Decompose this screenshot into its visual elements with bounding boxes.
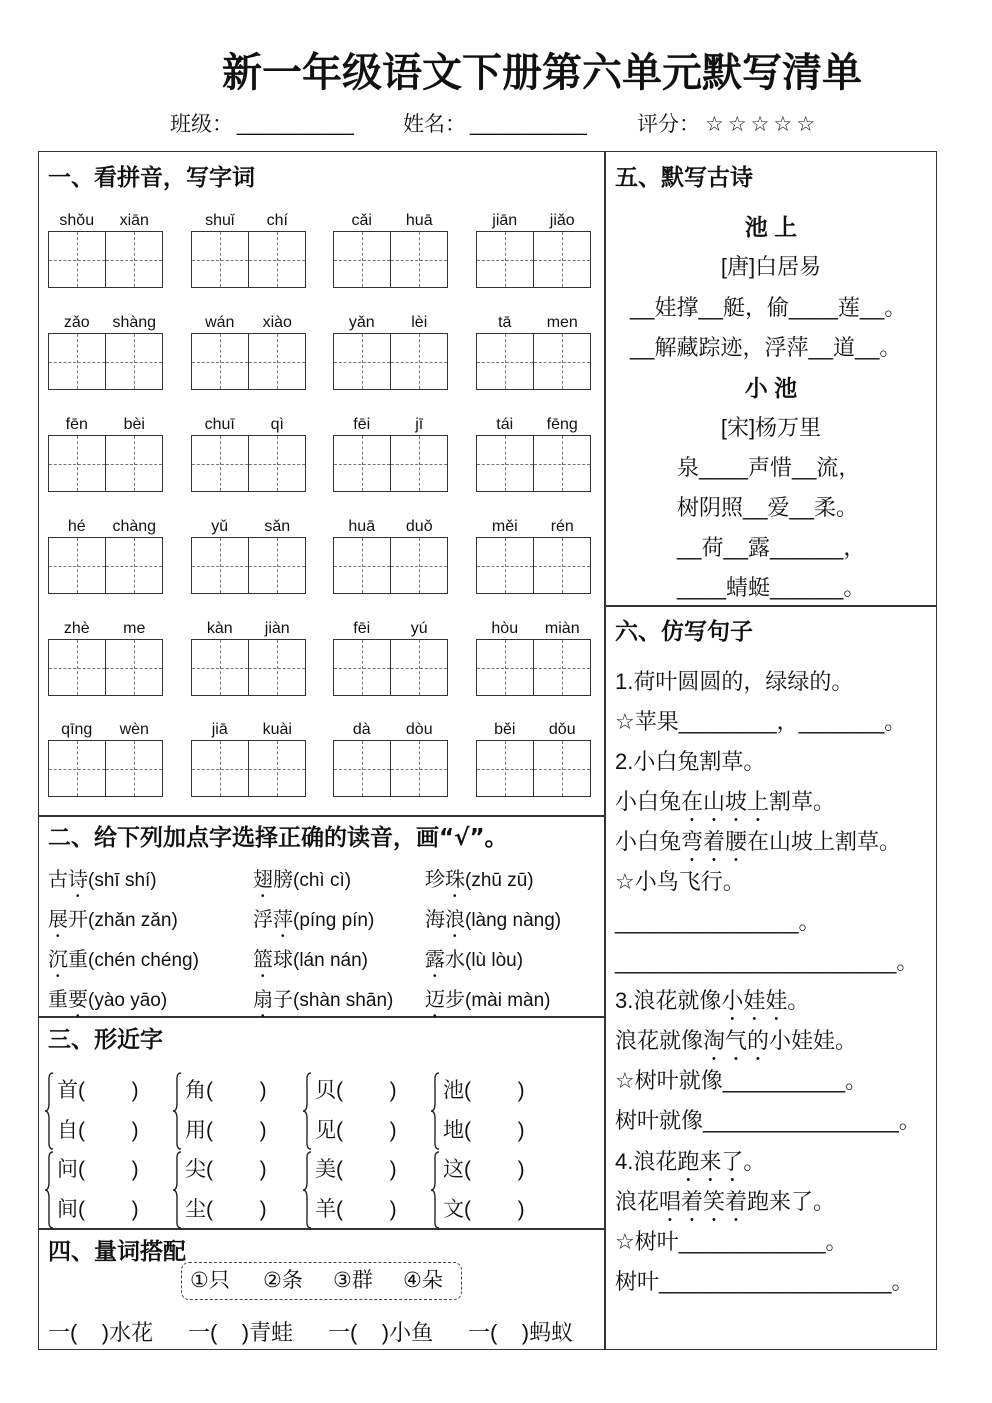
pinyin-options: (làng nàng) <box>465 910 562 931</box>
sentence-line <box>615 1267 913 1297</box>
writing-grid <box>48 333 163 390</box>
writing-grid <box>191 231 306 288</box>
section-title: 六、仿写句子 <box>615 619 753 645</box>
class-blank: __________ <box>237 113 354 136</box>
sentence-text: _______________。 <box>615 909 821 934</box>
poem-line: __荷__露______， <box>677 535 866 560</box>
reading-item <box>425 945 523 982</box>
similar-character-group <box>430 1150 560 1230</box>
pinyin-label: me <box>123 620 146 637</box>
dotted-phrase: 唱着笑着 <box>659 1189 748 1214</box>
writing-cell <box>49 232 105 287</box>
word-text: 开 <box>68 909 88 931</box>
section-title: 三、形近字 <box>48 1027 163 1053</box>
measure-word-options <box>181 1262 462 1300</box>
pinyin-label: chàng <box>112 518 157 535</box>
dotted-phrase: 在山坡上 <box>681 789 770 814</box>
reading-item <box>253 905 374 942</box>
writing-grid <box>476 435 591 492</box>
pinyin-label: fēi <box>353 620 371 637</box>
sentence-text: 浪花就像 <box>615 1028 704 1053</box>
word-text: 珍 <box>425 869 445 891</box>
similar-character-group <box>430 1071 560 1151</box>
writing-cell <box>390 232 447 287</box>
writing-grid <box>476 231 591 288</box>
sentence-line <box>615 1147 765 1186</box>
similar-character-group <box>44 1071 174 1151</box>
brace-icon <box>172 1150 183 1230</box>
pinyin-label: zhè <box>63 620 90 637</box>
brace-icon <box>172 1071 183 1151</box>
measure-option: ③群 <box>333 1269 373 1292</box>
pinyin-label: kuài <box>262 721 292 738</box>
pinyin-options: (yào yāo) <box>88 990 168 1011</box>
writing-grid <box>476 639 591 696</box>
similar-character-item: 地( ) <box>443 1119 525 1142</box>
sentence-text: 3.浪花就像 <box>615 988 722 1013</box>
sentence-text: 树叶___________________。 <box>615 1269 914 1294</box>
measure-option: ①只 <box>190 1269 230 1292</box>
poem-line: __娃撑__艇，偷____莲__。 <box>630 295 907 320</box>
poem-line: ____蜻蜓______。 <box>677 575 866 600</box>
section-title: 四、量词搭配 <box>48 1239 186 1265</box>
writing-cell <box>105 741 162 796</box>
writing-grid <box>191 537 306 594</box>
word-text: 重 <box>68 949 88 971</box>
similar-character-item: 角( ) <box>185 1079 267 1102</box>
sentence-line <box>615 707 906 737</box>
writing-grid <box>48 639 163 696</box>
pinyin-label: sǎn <box>264 518 291 535</box>
pinyin-label: fēi <box>353 416 371 433</box>
pinyin-label: huā <box>348 518 376 535</box>
dotted-character: 珠 <box>445 869 465 891</box>
sentence-text: _______________________。 <box>615 949 919 974</box>
writing-cell <box>248 334 305 389</box>
similar-character-item: 间( ) <box>57 1198 139 1221</box>
writing-grid <box>48 740 163 797</box>
column-divider <box>604 151 606 1350</box>
writing-cell <box>105 232 162 287</box>
writing-grid <box>333 740 448 797</box>
sentence-line <box>615 1187 835 1226</box>
pinyin-label: cǎi <box>351 212 372 229</box>
pinyin-label: běi <box>494 721 516 738</box>
similar-character-group <box>302 1150 432 1230</box>
writing-grid <box>333 231 448 288</box>
reading-item <box>253 985 393 1022</box>
similar-character-item: 尘( ) <box>185 1198 267 1221</box>
similar-character-item: 文( ) <box>443 1198 525 1221</box>
sentence-line <box>615 787 835 826</box>
reading-item <box>48 945 199 982</box>
pinyin-options: (mài màn) <box>465 990 551 1011</box>
sentence-text: 。 <box>743 1149 766 1174</box>
pinyin-options: (chì cì) <box>293 870 352 891</box>
section-title: 二、给下列加点字选择正确的读音，画“√”。 <box>48 825 508 851</box>
word-text: 浮 <box>253 909 273 931</box>
pinyin-label: jiàn <box>264 620 290 637</box>
pinyin-label: xiào <box>262 314 292 331</box>
poem-line: __解藏踪迹，浮萍__道__。 <box>630 335 902 360</box>
class-label: 班级： <box>170 113 233 136</box>
word-text: 子 <box>273 989 293 1011</box>
pinyin-options: (lù lòu) <box>465 950 524 971</box>
word-text: 水 <box>445 949 465 971</box>
writing-cell <box>334 232 390 287</box>
pinyin-label: lèi <box>411 314 428 331</box>
word-text: 重 <box>48 989 68 1011</box>
brace-icon <box>44 1071 55 1151</box>
sentence-text: 2.小白兔割草。 <box>615 749 766 774</box>
writing-cell <box>477 741 533 796</box>
sentence-text: 跑来了。 <box>747 1189 836 1214</box>
writing-grid <box>191 435 306 492</box>
pinyin-options: (lán nán) <box>293 950 368 971</box>
reading-item <box>425 905 561 942</box>
sentence-text: 小白兔 <box>615 789 682 814</box>
pinyin-label: shǒu <box>59 212 95 229</box>
pinyin-label: chí <box>266 212 288 229</box>
writing-cell <box>248 232 305 287</box>
pinyin-label: kàn <box>206 620 233 637</box>
pinyin-label: shuǐ <box>205 212 235 229</box>
writing-cell <box>390 640 447 695</box>
writing-grid <box>333 333 448 390</box>
writing-cell <box>105 334 162 389</box>
dotted-character: 诗 <box>68 869 88 891</box>
pinyin-options: (shàn shān) <box>293 990 394 1011</box>
sentence-line <box>615 1026 857 1065</box>
poem-author: [唐]白居易 <box>720 254 822 279</box>
writing-cell <box>334 334 390 389</box>
section-title: 五、默写古诗 <box>615 165 753 191</box>
writing-cell <box>334 741 390 796</box>
sentence-text: 在山坡上割草。 <box>747 829 902 854</box>
similar-character-group <box>172 1150 302 1230</box>
writing-cell <box>248 741 305 796</box>
writing-cell <box>192 436 248 491</box>
section-divider <box>605 605 937 607</box>
writing-cell <box>533 538 590 593</box>
measure-option: ④朵 <box>403 1269 443 1292</box>
writing-cell <box>192 334 248 389</box>
writing-cell <box>533 334 590 389</box>
pinyin-label: qīng <box>61 721 93 738</box>
pinyin-label: wán <box>205 314 235 331</box>
writing-cell <box>248 436 305 491</box>
dotted-character: 翅 <box>253 869 273 891</box>
similar-character-item: 尖( ) <box>185 1158 267 1181</box>
writing-grid <box>333 435 448 492</box>
similar-character-item: 羊( ) <box>315 1198 397 1221</box>
writing-cell <box>477 334 533 389</box>
writing-cell <box>477 538 533 593</box>
similar-character-item: 这( ) <box>443 1158 525 1181</box>
sentence-line <box>615 986 809 1025</box>
poem-line: 树阴照__爱__柔。 <box>677 495 858 520</box>
pinyin-label: tái <box>496 416 514 433</box>
similar-character-item: 用( ) <box>185 1119 267 1142</box>
writing-grid <box>333 639 448 696</box>
writing-cell <box>477 436 533 491</box>
brace-icon <box>430 1150 441 1230</box>
name-label: 姓名： <box>403 113 466 136</box>
pinyin-label: chuī <box>204 416 235 433</box>
sentence-line <box>615 907 821 937</box>
writing-grid <box>48 537 163 594</box>
similar-character-item: 贝( ) <box>315 1079 397 1102</box>
pinyin-label: jī <box>415 416 424 433</box>
sentence-text: 4.浪花 <box>615 1149 678 1174</box>
pinyin-options: (píng pín) <box>293 910 375 931</box>
measure-option: ②条 <box>263 1269 303 1292</box>
section-title: 一、看拼音，写字词 <box>48 165 255 191</box>
pinyin-label: xiān <box>119 212 149 229</box>
dotted-character: 沉 <box>48 949 68 971</box>
writing-cell <box>477 232 533 287</box>
dotted-character: 迈 <box>425 989 445 1011</box>
pinyin-label: huā <box>405 212 433 229</box>
brace-icon <box>430 1071 441 1151</box>
writing-cell <box>334 538 390 593</box>
dotted-character: 露 <box>425 949 445 971</box>
pinyin-label: yǎn <box>348 314 375 331</box>
reading-item <box>48 865 157 902</box>
similar-character-item: 美( ) <box>315 1158 397 1181</box>
pinyin-label: jiān <box>492 212 518 229</box>
pinyin-label: dǒu <box>548 721 576 738</box>
similar-character-item: 问( ) <box>57 1158 139 1181</box>
pinyin-options: (chén chéng) <box>88 950 199 971</box>
pinyin-label: zǎo <box>63 314 90 331</box>
writing-cell <box>477 640 533 695</box>
sentence-line <box>615 1066 867 1096</box>
sentence-line <box>615 867 745 897</box>
reading-item <box>253 945 368 982</box>
reading-item <box>425 865 534 902</box>
writing-cell <box>192 538 248 593</box>
dotted-phrase: 跑来了 <box>677 1149 744 1174</box>
writing-cell <box>49 640 105 695</box>
pinyin-label: shàng <box>112 314 157 331</box>
pinyin-label: miàn <box>544 620 580 637</box>
similar-character-item: 自( ) <box>57 1119 139 1142</box>
reading-item <box>48 985 167 1022</box>
pinyin-options: (zhǎn zǎn) <box>88 910 178 931</box>
similar-character-item: 池( ) <box>443 1079 525 1102</box>
pinyin-label: bèi <box>123 416 145 433</box>
name-blank: __________ <box>470 113 587 136</box>
pinyin-label: men <box>546 314 578 331</box>
pinyin-label: rén <box>550 518 574 535</box>
sentence-line <box>615 1227 848 1257</box>
pinyin-label: měi <box>491 518 518 535</box>
pinyin-label: fēng <box>546 416 578 433</box>
sentence-line <box>615 1106 921 1136</box>
dotted-character: 萍 <box>273 909 293 931</box>
word-text: 球 <box>273 949 293 971</box>
writing-cell <box>105 640 162 695</box>
pinyin-label: qì <box>270 416 284 433</box>
writing-cell <box>390 436 447 491</box>
dotted-phrase: 淘气的 <box>703 1028 770 1053</box>
writing-cell <box>192 640 248 695</box>
word-text: 步 <box>445 989 465 1011</box>
score-label: 评分： <box>637 113 700 136</box>
writing-grid <box>191 639 306 696</box>
similar-character-item: 见( ) <box>315 1119 397 1142</box>
pinyin-label: tā <box>498 314 512 331</box>
poem-line: 泉____声惜__流， <box>677 455 861 480</box>
pinyin-label: hòu <box>491 620 519 637</box>
writing-cell <box>390 741 447 796</box>
sentence-text: ☆苹果________，_______。 <box>615 709 907 734</box>
pinyin-label: jiā <box>211 721 228 738</box>
writing-cell <box>248 640 305 695</box>
pinyin-options: (zhū zū) <box>465 870 534 891</box>
measure-item: 一( )青蛙 <box>188 1320 294 1345</box>
similar-character-group <box>302 1071 432 1151</box>
writing-grid <box>191 740 306 797</box>
sentence-line <box>615 667 853 697</box>
pinyin-label: fēn <box>65 416 88 433</box>
pinyin-label: yǔ <box>211 518 229 535</box>
word-text: 膀 <box>273 869 293 891</box>
writing-grid <box>476 537 591 594</box>
sentence-text: 树叶就像________________。 <box>615 1108 921 1133</box>
writing-grid <box>476 333 591 390</box>
dotted-phrase: 弯着腰 <box>681 829 748 854</box>
similar-character-group <box>44 1150 174 1230</box>
writing-cell <box>49 436 105 491</box>
writing-cell <box>533 640 590 695</box>
sentence-text: ☆小鸟飞行。 <box>615 869 745 894</box>
writing-cell <box>49 741 105 796</box>
writing-grid <box>191 333 306 390</box>
pinyin-label: hé <box>67 518 86 535</box>
dotted-character: 要 <box>68 989 88 1011</box>
writing-cell <box>533 436 590 491</box>
writing-cell <box>192 232 248 287</box>
dotted-character: 篮 <box>253 949 273 971</box>
writing-cell <box>533 741 590 796</box>
poem-author: [宋]杨万里 <box>720 415 822 440</box>
writing-cell <box>390 538 447 593</box>
pinyin-label: yú <box>410 620 428 637</box>
dotted-character: 浪 <box>445 909 465 931</box>
sentence-text: 割草。 <box>769 789 836 814</box>
poem-title: 池 上 <box>744 214 798 240</box>
sentence-text: 1.荷叶圆圆的，绿绿的。 <box>615 669 854 694</box>
section-divider <box>38 815 605 817</box>
word-text: 海 <box>425 909 445 931</box>
dotted-character: 展 <box>48 909 68 931</box>
writing-cell <box>192 741 248 796</box>
similar-character-group <box>172 1071 302 1151</box>
writing-cell <box>105 436 162 491</box>
pinyin-options: (shī shí) <box>88 870 157 891</box>
sentence-text: 小白兔 <box>615 829 682 854</box>
sentence-text: ☆树叶____________。 <box>615 1229 848 1254</box>
word-text: 古 <box>48 869 68 891</box>
page-title: 新一年级语文下册第六单元默写清单 <box>222 50 862 96</box>
writing-grid <box>48 435 163 492</box>
dotted-phrase: 小娃娃 <box>721 988 788 1013</box>
writing-cell <box>334 436 390 491</box>
reading-item <box>48 905 178 942</box>
sentence-text: 。 <box>787 988 810 1013</box>
measure-item: 一( )蚂蚁 <box>468 1320 574 1345</box>
pinyin-label: dòu <box>405 721 433 738</box>
sentence-line <box>615 947 918 977</box>
reading-item <box>253 865 351 902</box>
writing-cell <box>49 538 105 593</box>
writing-grid <box>476 740 591 797</box>
pinyin-label: wèn <box>119 721 149 738</box>
similar-character-item: 首( ) <box>57 1079 139 1102</box>
writing-grid <box>333 537 448 594</box>
sentence-line <box>615 827 901 866</box>
sentence-text: 小娃娃。 <box>769 1028 858 1053</box>
score-stars-icon: ☆☆☆☆☆ <box>705 113 820 136</box>
brace-icon <box>302 1071 313 1151</box>
brace-icon <box>44 1150 55 1230</box>
writing-cell <box>248 538 305 593</box>
writing-cell <box>334 640 390 695</box>
writing-cell <box>105 538 162 593</box>
pinyin-label: dà <box>352 721 371 738</box>
sentence-text: ☆树叶就像__________。 <box>615 1068 868 1093</box>
measure-item: 一( )小鱼 <box>328 1320 434 1345</box>
writing-cell <box>49 334 105 389</box>
reading-item <box>425 985 551 1022</box>
sentence-text: 浪花 <box>615 1189 660 1214</box>
poem-title: 小 池 <box>744 375 798 401</box>
pinyin-label: duǒ <box>405 518 433 535</box>
brace-icon <box>302 1150 313 1230</box>
measure-item: 一( )水花 <box>48 1320 154 1345</box>
pinyin-label: jiǎo <box>549 212 575 229</box>
writing-cell <box>390 334 447 389</box>
writing-grid <box>48 231 163 288</box>
sentence-line <box>615 747 765 777</box>
dotted-character: 扇 <box>253 989 273 1011</box>
writing-cell <box>533 232 590 287</box>
